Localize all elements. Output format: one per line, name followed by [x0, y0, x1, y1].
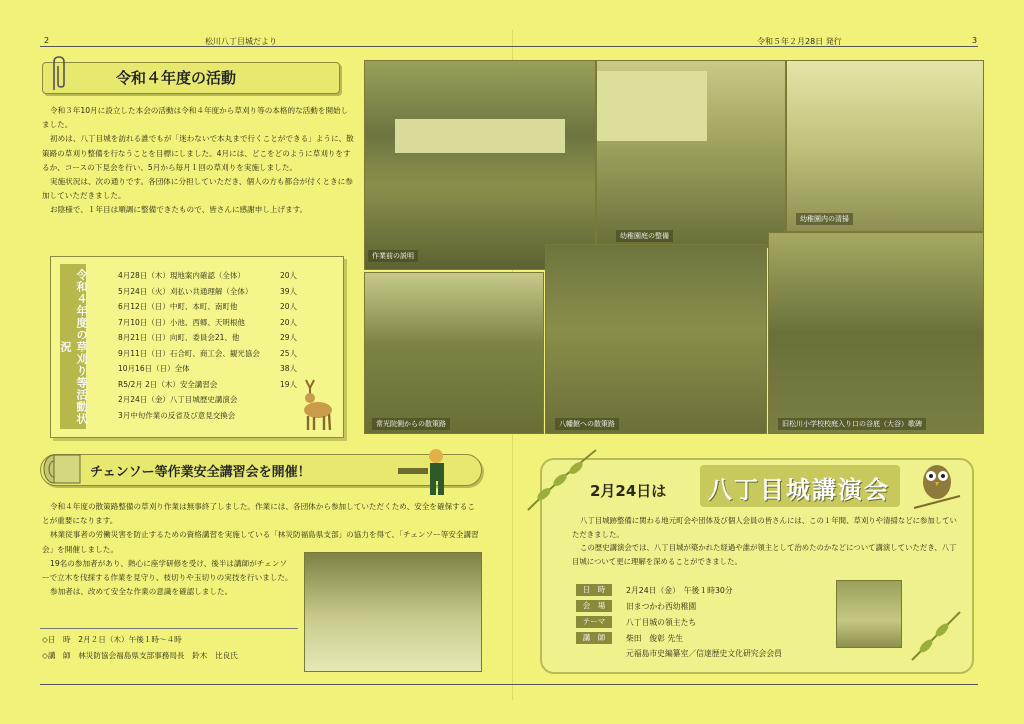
schedule-desc: 刈払い共通理解（全体）: [169, 286, 253, 296]
activities-body: [42, 104, 354, 218]
schedule-date: 9月11日（日）: [118, 348, 170, 358]
schedule-row: [118, 379, 298, 391]
photo-path-hachimankan: [545, 244, 767, 434]
paragraph: 令和４年度の散策路整備の草刈り作業は無事終了しました。作業には、各団体から参加していただくため、安全を確保することが重要になります。: [42, 502, 475, 526]
chainsaw-body-top: [42, 500, 482, 557]
photo-caption: 幼稚園内の清掃: [796, 213, 853, 225]
schedule-desc: 作業の反省及び意見交換会: [145, 410, 236, 420]
schedule-row: [118, 317, 298, 329]
schedule-date: 3月中旬: [118, 410, 146, 420]
left-page-number: 2: [44, 36, 50, 45]
info-label-lecturer: 講 師: [576, 632, 612, 644]
schedule-desc: 中町、本町、南町他: [169, 302, 238, 311]
info-label-theme: テーマ: [576, 616, 612, 628]
schedule-desc: 石合町、商工会、観光協会: [169, 348, 260, 358]
schedule-row: [118, 301, 298, 313]
paragraph: 八丁目城跡整備に関わる地元町会や団体及び個人会員の皆さんには、この１年間、草刈りや清掃などに参加していただきました。: [572, 516, 957, 539]
schedule-date: 7月10日（日）: [118, 317, 170, 327]
chainsaw-lecturer: ◇講 師 林災防協会福島県支部事務局長 鈴木 比良氏: [42, 651, 238, 660]
schedule-count: 38人: [280, 364, 298, 373]
chainsaw-body-bottom: [42, 557, 294, 600]
photo-kindergarten-yard: [596, 60, 786, 248]
paragraph: 19名の参加者があり、熱心に座学研修を受け、後半は講師がチェンソーで立木を伐採する作業を見守り、枝切りや玉切りの実技を行いました。: [42, 559, 293, 583]
log-icon: [42, 452, 82, 486]
photo-caption: 幼稚園庭の整備: [616, 230, 673, 242]
paragraph: 参加者は、改めて安全な作業の意識を確認しました。: [50, 587, 233, 597]
schedule-heading: 令和４年度の草刈り等活動状況: [60, 264, 86, 429]
schedule-date: 2月24日（金）: [118, 395, 170, 404]
schedule-date: 6月12日（日）: [118, 302, 170, 311]
schedule-row: [118, 332, 298, 344]
schedule-row: [118, 363, 298, 375]
info-value-lecturer: 柴田 俊彰 先生: [626, 634, 684, 643]
lecture-date-big: 2月24日は: [590, 482, 667, 500]
leaf-decoration-icon: [908, 608, 964, 664]
paragraph: 実施状況は、次の通りです。各団体に分担していただき、個人の方も都合が付くときに参加していただきました。: [42, 177, 353, 201]
schedule-desc: 小池、西郷、天明根他: [169, 317, 245, 327]
info-label-date: 日 時: [576, 584, 612, 596]
schedule-row: [118, 348, 298, 360]
paragraph: 林業従事者の労働災害を防止するための資格講習を実施している「林災防福島県支部」の協力を得て、「チェンソー等安全講習会」を開催しました。: [42, 530, 479, 554]
paragraph: 初めは、八丁目城を訪れる誰でもが「迷わないで本丸まで行くことができる」ように、散策路の草刈り整備を行なうことを目標にしました。4月には、どこをどのように草刈りをするか、コースの下見会を行い、5月から毎月１回の草刈りを実施しました。: [42, 134, 354, 172]
paragraph: お陰様で、１年目は順調に整備できたもので、皆さんに感謝申し上げます。: [50, 205, 308, 215]
header-rule: [40, 46, 978, 47]
schedule-count: 19人: [280, 379, 298, 389]
deer-illustration: [296, 376, 342, 432]
schedule-desc: 現地案内確認（全体）: [169, 271, 245, 280]
photo-caption: 八幡館への散策路: [555, 418, 619, 430]
photo-caption: 作業前の説明: [368, 250, 418, 262]
issue-date: 令和５年２月28日 発行: [757, 37, 842, 46]
schedule-row: [118, 394, 237, 406]
schedule-count: 20人: [280, 317, 298, 327]
lecture-intro: [572, 514, 962, 568]
photo-monument: [836, 580, 902, 648]
chainsaw-date: ◇日 時 2月２日（木）午後１時～４時: [42, 635, 182, 644]
schedule-count: 25人: [280, 348, 298, 358]
schedule-date: 5月24日（火）: [118, 286, 170, 296]
paperclip-icon: [48, 54, 70, 94]
photo-chainsaw-training: [304, 552, 482, 672]
schedule-date: R5/2月 2日（木）: [118, 379, 180, 389]
schedule-desc: 全体: [174, 364, 190, 373]
photo-briefing: [364, 60, 596, 270]
footer-rule: [40, 684, 978, 685]
right-page-number: 3: [972, 36, 978, 45]
photo-caption: 旧松川小学校校庭入り口の谷底（大谷）歌碑: [778, 418, 926, 430]
schedule-desc: 安全講習会: [179, 379, 218, 389]
photo-path-jokoin: [364, 272, 544, 434]
schedule-row: [118, 270, 298, 282]
schedule-count: 29人: [280, 333, 298, 342]
schedule-desc: 向町、委員会21、他: [169, 333, 240, 342]
building-shape: [395, 119, 565, 153]
activities-title: 令和４年度の活動: [116, 69, 237, 87]
photo-school-entrance: [768, 232, 984, 434]
owl-icon: [912, 456, 962, 512]
schedule-row: [118, 286, 298, 298]
info-value-date: 2月24日（金） 午後１時30分: [626, 586, 733, 595]
paragraph: 令和３年10月に設立した本会の活動は令和４年度から草刈り等の本格的な活動を開始しました。: [42, 106, 349, 130]
chainsaw-title: チェンソー等作業安全講習会を開催！: [90, 465, 311, 480]
lecture-title: 八丁目城講演会: [708, 476, 890, 504]
leaf-decoration-icon: [524, 444, 604, 514]
schedule-count: 20人: [280, 271, 298, 280]
schedule-date: 4月28日（木）: [118, 271, 170, 280]
paragraph: この歴史講演会では、八丁目城が築かれた経過や誰が領主として治めたのかなどについて講演していただき、八丁目城について更に理解を深めることができました。: [572, 543, 957, 566]
photo-kindergarten-interior: [786, 60, 984, 232]
schedule-date: 10月16日（日）: [118, 364, 175, 373]
schedule-count: 20人: [280, 302, 298, 311]
lecturer-affiliation: 元福島市史編纂室／信達歴史文化研究会会員: [626, 649, 782, 658]
newsletter-title: 松川八丁目城だより: [205, 37, 277, 46]
schedule-desc: 八丁目城歴史講演会: [169, 395, 238, 404]
chainsaw-worker-icon: [396, 446, 456, 496]
building-shape: [597, 71, 707, 141]
info-value-venue: 旧まつかわ西幼稚園: [626, 602, 697, 611]
schedule-count: 39人: [280, 286, 298, 296]
info-label-venue: 会 場: [576, 600, 612, 612]
divider: [40, 628, 298, 629]
info-value-theme: 八丁目城の領主たち: [626, 618, 697, 627]
photo-caption: 常光院側からの散策路: [372, 418, 450, 430]
schedule-row: [118, 410, 235, 422]
schedule-date: 8月21日（日）: [118, 333, 170, 342]
